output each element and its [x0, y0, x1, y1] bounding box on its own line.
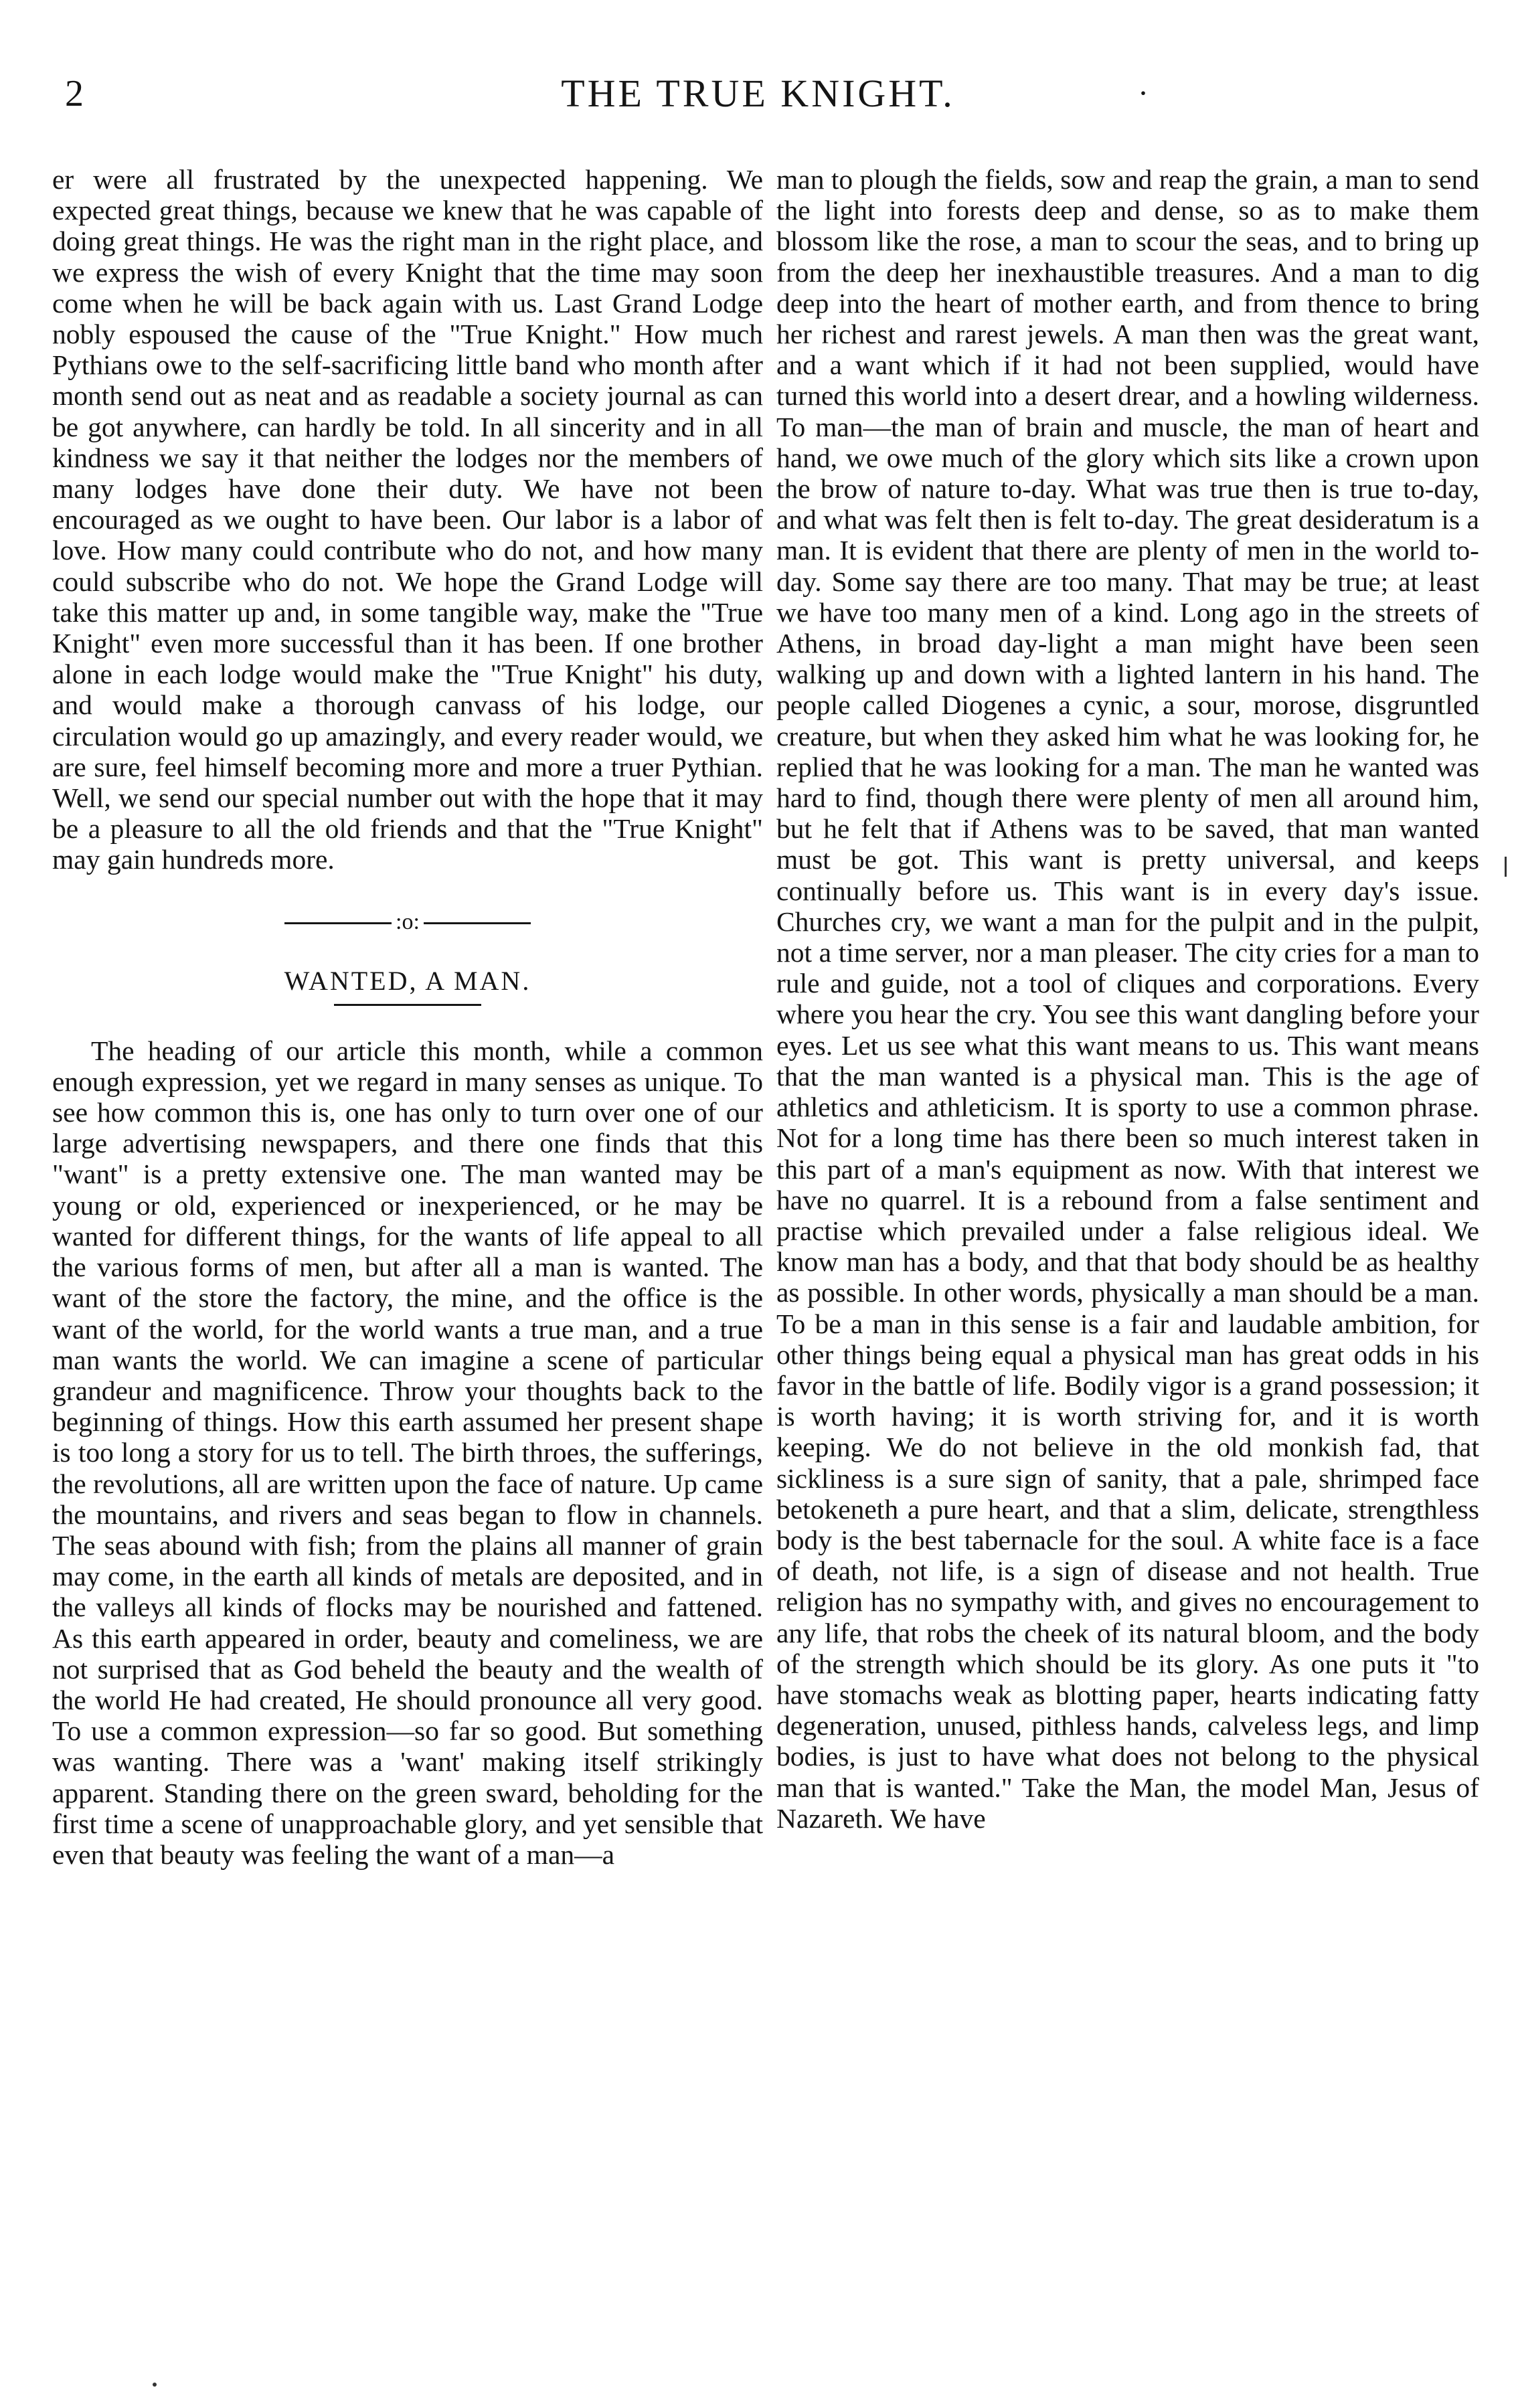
section-divider	[52, 909, 763, 936]
article-continuation: man to plough the fields, sow and reap the grain, a man to send the light into forests deep and dense, so as to make them blossom like the rose, a man to scour the seas, and to bring up from the deep her inexhaustible treasures. And a man to dig deep into the heart of mother earth, and from thence to bring her richest and rarest jewels. A man then was the great want, and a want which if it had not been supplied, would have turned this world into a desert drear, and a howling wilderness. To man—the man of brain and muscle, the man of heart and hand, we owe much of the glory which sits like a crown upon the brow of nature to-day. What was true then is true to-day, and what was felt then is felt to-day. The great desideratum is a man. It is evident that there are plenty of men in the world to-day. Some say there are too many. That may be true; at least we have too many men of a kind. Long ago in the streets of Athens, in broad day-light a man might have been seen walking up and down with a lighted lantern in his hand. The people called Diogenes a cynic, a sour, morose, disgruntled creature, but when they asked him what he was looking for, he replied that he was looking for a man. The man he wanted was hard to find, though there were plenty of men all around him, but he felt that if Athens was to be saved, that man wanted must be got. This want is pretty universal, and keeps continually before us. This want is in every day's issue. Churches cry, we want a man for the pulpit and in the pulpit, not a time server, nor a man pleaser. The city cries for a man to rule and guide, not a tool of cliques and corporations. Every where you hear the cry. You see this want dangling before your eyes. Let us see what this want means to us. This want means that the man wanted is a physical man. This is the age of athletics and athleticism. It is sporty to use a common phrase. Not for a long time has there been so much interest taken in this part of a man's equipment as now. With that interest we have no quarrel. It is a rebound from a false sentiment and practise which prevailed under a false religious ideal. We know man has a body, and that that body should be as healthy as possible. In other words, physically a man should be a man. To be a man in this sense is a fair and laudable ambition, for other things being equal a physical man has great odds in his favor in the battle of life. Bodily vigor is a grand possession; it is worth having; it is worth striving for, and it is worth keeping. We do not believe in the old monkish fad, that sickliness is a sure sign of sanity, that a pale, shrimped face betokeneth a pure heart, and that a slim, delicate, strengthless body is the best tabernacle for the soul. A white face is a face of death, not life, is a sign of disease and not health. True religion has no sympathy with, and gives no encouragement to any life, that robs the cheek of its natural bloom, and the body of the strength which should be its glory. As one puts it "to have stomachs weak as blotting paper, hearts indicating fatty degeneration, unused, pithless hands, calveless legs, and limp bodies, is just to have what does not belong to the physical man that is wanted." Take the Man, the model Man, Jesus of Nazareth. We have	[776, 164, 1479, 1834]
stray-dot	[153, 2383, 157, 2387]
page-number: 2	[65, 73, 84, 114]
continued-paragraph: er were all frustrated by the unexpected happening. We expected great things, because we knew that he was capable of doing great things. He was the right man in the right place, and we express the wish of every Knight that the time may soon come when he will be back again with us. Last Grand Lodge nobly espoused the cause of the "True Knight." How much Pythians owe to the self-sacrificing little band who month after month send out as neat and as readable a society journal as can be got anywhere, can hardly be told. In all sincerity and in all kindness we say it that neither the lodges nor the members of many lodges have done their duty. We have not been encouraged as we ought to have been. Our labor is a labor of love. How many could contribute who do not, and how many could subscribe who do not. We hope the Grand Lodge will take this matter up and, in some tangible way, make the "True Knight" even more successful than it has been. If one brother alone in each lodge would make the "True Knight" his duty, and would make a thorough canvass of his lodge, our circulation would go up amazingly, and every reader would, we are sure, feel himself becoming more and more a truer Pythian. Well, we send our special number out with the hope that it may be a pleasure to all the old friends and that the "True Knight" may gain hundreds more.	[52, 164, 763, 875]
right-column	[776, 164, 1479, 1834]
margin-mark	[1505, 857, 1507, 877]
left-column	[52, 164, 763, 1870]
article-title: WANTED, A MAN.	[284, 965, 531, 996]
divider-rule-right	[424, 922, 531, 924]
header-mark: ·	[1138, 76, 1149, 111]
divider-rule-left	[284, 922, 392, 924]
masthead-title: THE TRUE KNIGHT.	[561, 72, 955, 115]
divider-ornament: :o:	[396, 909, 420, 934]
title-underline	[334, 1004, 481, 1006]
article-paragraph: The heading of our article this month, while a common enough expression, yet we regard in many senses as unique. To see how common this is, one has only to turn over one of our large advertising newspapers, and there one finds that this "want" is a pretty extensive one. The man wanted may be young or old, experienced or inexperienced, or he may be wanted for different things, for the wants of life appeal to all the various forms of men, but after all a man is wanted. The want of the store the factory, the mine, and the office is the want of the world, for the world wants a true man, and a true man wants the world. We can imagine a scene of particular grandeur and magnificence. Throw your thoughts back to the beginning of things. How this earth assumed her present shape is too long a story for us to tell. The birth throes, the sufferings, the revolutions, all are written upon the face of nature. Up came the mountains, and rivers and seas began to flow in channels. The seas abound with fish; from the plains all manner of grain may come, in the earth all kinds of metals are deposited, and in the valleys all kinds of flocks may be nourished and fattened. As this earth appeared in order, beauty and comeliness, we are not surprised that as God beheld the beauty and the wealth of the world He had created, He should pronounce all very good. To use a common expression—so far so good. But something was wanting. There was a 'want' making itself strikingly apparent. Standing there on the green sward, beholding for the first time a scene of unapproachable glory, and yet sensible that even that beauty was feeling the want of a man—a	[52, 1035, 763, 1870]
page-header	[0, 64, 1516, 124]
